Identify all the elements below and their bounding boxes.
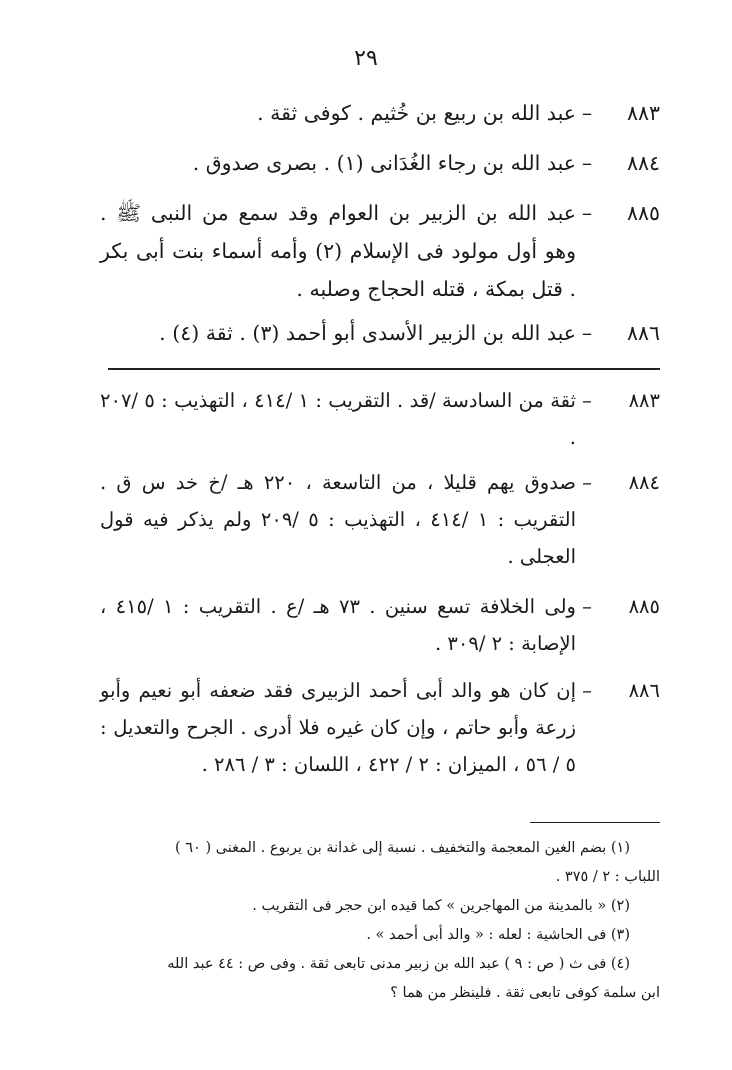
note-text: ولى الخلافة تسع سنين . ٧٣ هـ /ع . التقريب : ١ /٤١٥ ، الإصابة : ٢ /٣٠٩ .: [100, 595, 576, 655]
note-text: ثقة من السادسة /قد . التقريب : ١ /٤١٤ ، التهذيب : ٥ /٢٠٧ .: [100, 389, 576, 449]
note-number: ٨٨٤: [628, 471, 660, 494]
note-dash: –: [582, 471, 592, 494]
entry-number: ٨٨٤: [626, 151, 660, 175]
entry-text: عبد الله بن الزبير الأسدى أبو أحمد (٣) . ثقة (٤) .: [159, 321, 576, 345]
note-885: [100, 588, 660, 662]
footnotes: [100, 834, 660, 1008]
footnote-4-cont: ابن سلمة كوفى تابعى ثقة . فلينظر من هما ؟: [390, 985, 660, 1001]
note-text: إن كان هو والد أبى أحمد الزبيرى فقد ضعفه أبو نعيم وأبو زرعة وأبو حاتم ، وإن كان غيره فلا أدرى . الجرح والتعديل : ٥ / ٥٦ ، الميزان : ٢ / ٤٢٢ ، اللسان : ٣ / ٢٨٦ .: [100, 679, 576, 776]
entry-885: [100, 194, 660, 308]
entry-883: [100, 94, 660, 132]
entry-dash: –: [581, 101, 593, 125]
section-divider: [108, 368, 660, 370]
note-number: ٨٨٦: [628, 679, 660, 702]
note-884: [100, 464, 660, 575]
entry-number: ٨٨٦: [626, 321, 660, 345]
entry-text: عبد الله بن ربيع بن خُثيم . كوفى ثقة .: [257, 101, 576, 125]
entry-886: [100, 314, 660, 352]
note-dash: –: [582, 389, 592, 412]
note-text: صدوق يهم قليلا ، من التاسعة ، ٢٢٠ هـ /خ خد س ق . التقريب : ١ /٤١٤ ، التهذيب : ٥ /٢٠٩ ولم يذكر فيه قول العجلى .: [100, 471, 576, 568]
page-number: ٢٩: [354, 46, 378, 71]
note-number: ٨٨٥: [628, 595, 660, 618]
entry-text: عبد الله بن الزبير بن العوام وقد سمع من النبى ﷺ . وهو أول مولود فى الإسلام (٢) وأمه أسماء بنت أبى بكر . قتل بمكة ، قتله الحجاج وصلبه .: [100, 201, 576, 301]
note-number: ٨٨٣: [628, 389, 660, 412]
entry-884: [100, 144, 660, 182]
footnote-divider: [530, 822, 660, 823]
entry-dash: –: [581, 201, 593, 225]
entry-number: ٨٨٣: [626, 101, 660, 125]
footnote-3: (٣) فى الحاشية : لعله : « والد أبى أحمد » .: [366, 927, 630, 943]
note-883: [100, 382, 660, 456]
note-dash: –: [582, 595, 592, 618]
footnote-4: (٤) فى ث ( ص : ٩ ) عبد الله بن زبير مدنى تابعى ثقة . وفى ص : ٤٤ عبد الله: [167, 956, 630, 972]
footnote-1: (١) بضم الغين المعجمة والتخفيف . نسبة إلى غدانة بن يربوع . المغنى ( ٦٠ ): [174, 840, 630, 856]
entry-dash: –: [581, 151, 593, 175]
entry-dash: –: [581, 321, 593, 345]
note-886: [100, 672, 660, 783]
entry-text: عبد الله بن رجاء الغُدَانى (١) . بصرى صدوق .: [192, 151, 576, 175]
note-dash: –: [582, 679, 592, 702]
footnote-1-cont: اللباب : ٢ / ٣٧٥ .: [555, 869, 660, 885]
footnote-2: (٢) « بالمدينة من المهاجرين » كما قيده ابن حجر فى التقريب .: [252, 898, 630, 914]
entry-number: ٨٨٥: [626, 201, 660, 225]
